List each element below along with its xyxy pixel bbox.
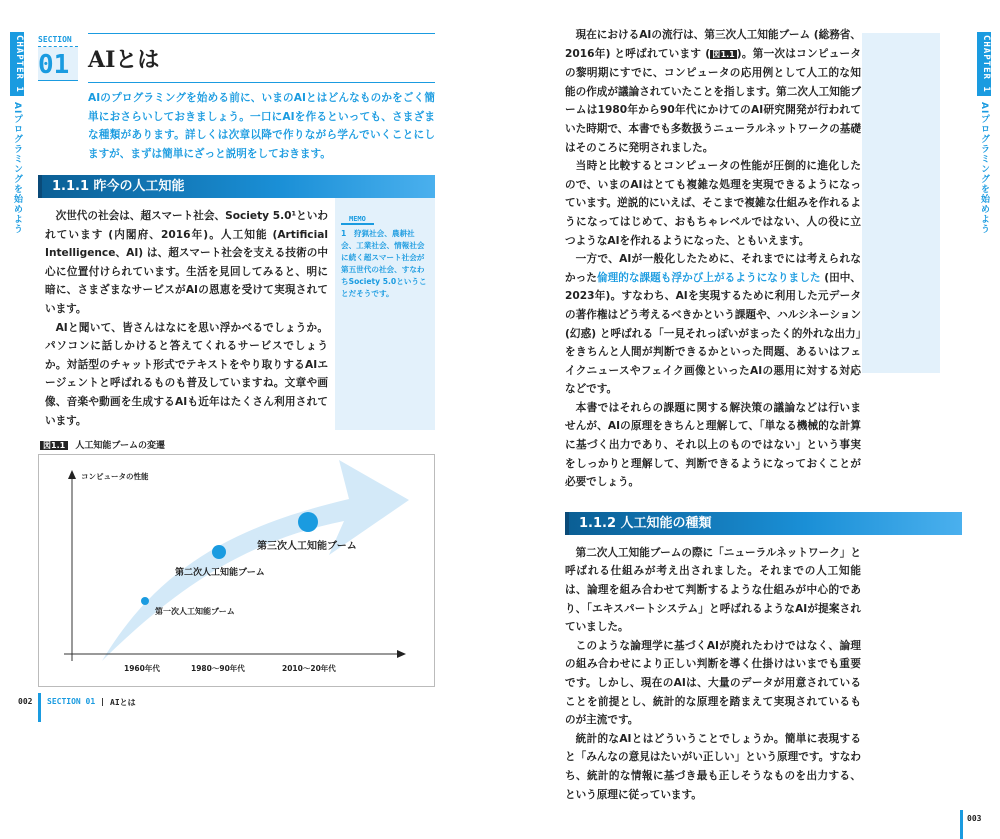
figure-ref[interactable]: 図1.1 bbox=[712, 49, 735, 59]
running-sep: | bbox=[100, 697, 105, 707]
section-header bbox=[38, 33, 435, 163]
chapter-title: AIプログラミングを始めよう bbox=[979, 101, 989, 235]
paragraph: このような論理学に基づくAIが廃れたわけではなく、論理の組み合わせにより正しい判断を導く仕掛けはいまでも重要です。しかし、現在のAIは、大量のデータが用意されていることを前提とし、統計的な原理を踏まえて実現されているものが主流です。 bbox=[565, 639, 861, 727]
right-page bbox=[500, 0, 1000, 839]
footer-bar bbox=[960, 810, 963, 839]
boom-1-label: 第一次人工知能ブーム bbox=[155, 607, 235, 617]
section-kicker: SECTION bbox=[38, 35, 78, 47]
body-text-left bbox=[38, 198, 328, 430]
subsection-heading: 1.1.1 昨今の人工知能 bbox=[38, 175, 435, 198]
section-lead: AIのプログラミングを始める前に、いまのAIとはどんなものかをごく簡単におさらいしておきましょう。一口にAIを作るといっても、さまざまな種類があります。詳しくは次章以降で作りながら学んでいくことにしますが、まずは簡単にざっと説明をしておきます。 bbox=[88, 92, 435, 160]
paragraph: AIと聞いて、皆さんはなにを思い浮かべるでしょうか。パソコンに話しかけると答えてくれるサービスでしょうか。対話型のチャット形式でテキストをやり取りするAIエージェントと呼ばれるものも普及していますね。文章や画像、音楽や動画を生成するAIも近年はたくさん利用されています。 bbox=[45, 321, 328, 427]
x-tick: 2010〜20年代 bbox=[282, 664, 336, 674]
subsection-heading-2: 1.1.2 人工知能の種類 bbox=[565, 512, 962, 535]
footer-bar bbox=[38, 693, 41, 722]
section-badge bbox=[38, 35, 78, 163]
y-axis-arrow-icon bbox=[68, 470, 76, 479]
figure-label: 図1.1 bbox=[40, 441, 68, 450]
y-axis-label: コンピュータの性能 bbox=[81, 472, 149, 482]
chapter-label: CHAPTER 1 bbox=[977, 32, 991, 96]
figure-caption-text: 人工知能ブームの変遷 bbox=[75, 441, 166, 452]
running-title: AIとは bbox=[110, 698, 136, 708]
x-axis-arrow-icon bbox=[397, 650, 406, 658]
body-row bbox=[38, 198, 435, 430]
footer-left bbox=[0, 687, 500, 722]
paragraph: 本書ではそれらの課題に関する解決策の議論などは行いませんが、AIの原理をきちんと理解して、「単なる機械的な計算に基づく出力であり、それ以上のものではない」という事実をしっかりと理解して、判断できるようになっておくことが必要でしょう。 bbox=[565, 401, 861, 489]
page-number-right: 003 bbox=[967, 814, 982, 824]
highlight-text: 倫理的な課題も浮かび上がるようになりました bbox=[596, 271, 821, 284]
paragraph: 統計的なAIとはどういうことでしょうか。簡単に表現すると「みんなの意見はたいがい正しい」という原理です。すなわち、統計的な情報に基づき最も正しそうなものを出力する、という原理に従っています。 bbox=[565, 732, 861, 801]
boom-2-label: 第二次人工知能ブーム bbox=[175, 568, 265, 579]
running-section: SECTION 01 bbox=[47, 697, 96, 707]
footer-right bbox=[500, 804, 1000, 839]
figure-diagram bbox=[38, 454, 435, 687]
memo-label: MEMO bbox=[341, 215, 374, 225]
paragraph: 当時と比較するとコンピュータの性能が圧倒的に進化したので、いまのAIはとても複雑な処理を実現できるようになっています。逆説的にいえば、そこまで複雑な仕組みを作れるようになってはじめて、おもちゃレベルではない、人の役に立つようなAIを作れるようになった、ともいえます。 bbox=[565, 160, 861, 247]
x-tick: 1960年代 bbox=[124, 664, 160, 674]
memo-text: 1 狩猟社会、農耕社会、工業社会、情報社会に続く超スマート社会が第五世代の社会、すなわちSociety 5.0ということだそうです。 bbox=[341, 229, 427, 298]
page-title: AIとは bbox=[88, 33, 435, 83]
chapter-title: AIプログラミングを始めよう bbox=[12, 101, 22, 235]
body-text-right bbox=[565, 26, 861, 492]
section-number: 01 bbox=[38, 47, 78, 81]
memo-box bbox=[335, 198, 435, 430]
body-text-right-2 bbox=[565, 544, 861, 804]
boom-1-dot bbox=[141, 597, 149, 605]
paragraph: 一方で、AIが一般化したために、それまでには考えられなかった倫理的な課題も浮かび上がるようになりました (田中、2023年)。すなわち、AIを実現するために利用した元データの著作権はどう考えるべきかという課題や、ハルシネーション (幻惑) と呼ばれる「一見それっぽいがまったく的外れな出力」をきちんと人間が判断できるかといった問題、あるいはフェイクニュースやフェイク画像といったAIの悪用に対する対応などです。 bbox=[565, 253, 862, 396]
figure-caption bbox=[40, 438, 500, 451]
growth-arrow bbox=[102, 460, 409, 661]
boom-2-dot bbox=[212, 545, 226, 559]
boom-3-label: 第三次人工知能ブーム bbox=[257, 541, 357, 553]
paragraph: 現在におけるAIの流行は、第三次人工知能ブーム (総務省、2016年) と呼ばれています ( 図1.1 )。第一次はコンピュータの黎明期にすでに、コンピュータの応用例として人工的な知能の作成が議論されていたことを指します。第二次人工知能ブームは1980年から90年代にかけてのAI研究開発が行われていた時期で、本書でも多数扱うニューラルネットワークの基礎はそのころに発明されました。 bbox=[565, 29, 862, 154]
boom-3-dot bbox=[298, 512, 318, 532]
paragraph: 次世代の社会は、超スマート社会、Society 5.0¹といわれています (内閣府、2016年)。人工知能 (Artificial Intelligence、AI) は、超スマート社会を支える技術の中心に位置付けられています。生活を見回してみると、明に暗に、さまざまなサービスがAIの恩恵を受けて実現されています。 bbox=[45, 210, 328, 315]
page-number-left: 002 bbox=[18, 697, 33, 707]
x-tick: 1980〜90年代 bbox=[191, 664, 245, 674]
paragraph: 第二次人工知能ブームの際に「ニューラルネットワーク」と呼ばれる仕組みが考え出されました。それまでの人工知能は、論理を組み合わせて判断するような仕組みが中心的であり、「エキスパートシステム」と呼ばれるようなAIが提案されていました。 bbox=[565, 546, 861, 634]
left-page bbox=[0, 0, 500, 722]
chapter-label: CHAPTER 1 bbox=[10, 32, 24, 96]
